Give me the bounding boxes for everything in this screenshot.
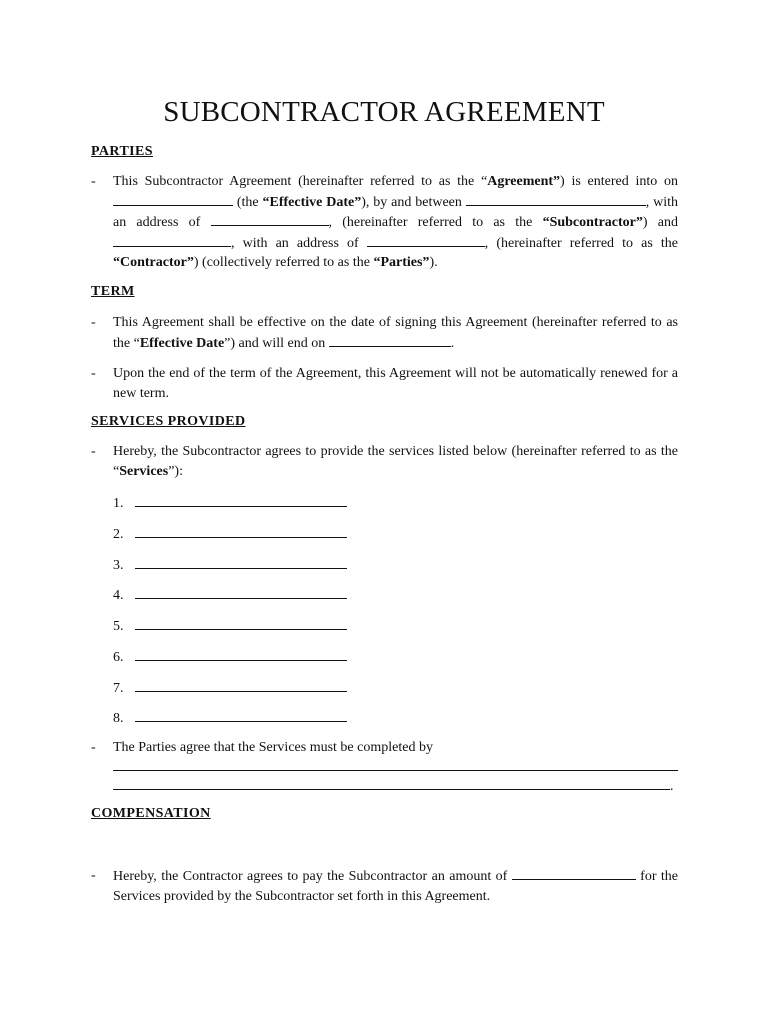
completion-date-blank-2[interactable] [113, 789, 670, 790]
service-item-4: 4. [113, 585, 347, 605]
service-blank-2[interactable] [135, 524, 347, 538]
compensation-paragraph [91, 866, 678, 906]
heading-term: TERM [91, 284, 135, 299]
bullet-dash: - [91, 174, 96, 189]
subcontractor-address-blank[interactable] [211, 212, 329, 226]
service-item-1: 1. [113, 493, 347, 513]
term-text-2: Upon the end of the term of the Agreement, this Agreement will not be automatically renewed for a new term. [113, 366, 678, 401]
service-item-5: 5. [113, 616, 347, 636]
service-blank-1[interactable] [135, 493, 347, 507]
service-blank-3[interactable] [135, 555, 347, 569]
bullet-dash: - [91, 315, 96, 330]
service-blank-4[interactable] [135, 585, 347, 599]
compensation-text: Hereby, the Contractor agrees to pay the Subcontractor an amount of for the Services provided by the Subcontractor set forth in this Agreement. [113, 866, 678, 906]
services-text-2: The Parties agree that the Services must be completed by [113, 740, 433, 755]
service-item-6: 6. [113, 647, 347, 667]
term-paragraph-1 [91, 313, 678, 353]
services-paragraph-1 [91, 442, 678, 481]
term-text-1: This Agreement shall be effective on the date of signing this Agreement (hereinafter referred to as the “Effective Date”) and will end on . [113, 315, 678, 351]
bullet-dash: - [91, 868, 96, 883]
heading-parties: PARTIES [91, 144, 153, 159]
service-item-2: 2. [113, 524, 347, 544]
service-item-7: 7. [113, 678, 347, 698]
heading-compensation: COMPENSATION [91, 806, 211, 821]
end-date-blank[interactable] [329, 333, 451, 347]
parties-text: This Subcontractor Agreement (hereinafter referred to as the “Agreement”) is entered into on (the “Effective Date”), by and between , with an address of , (hereinafter referred to as the “Subcontractor”) and , with an address of , (hereinafter referred to as the “Contractor”) (collectively referred to as the “Parties”). [113, 174, 679, 270]
service-blank-8[interactable] [135, 708, 347, 722]
compensation-amount-blank[interactable] [512, 866, 636, 880]
term-paragraph-2 [91, 364, 678, 403]
document-title: SUBCONTRACTOR AGREEMENT [163, 96, 605, 128]
parties-paragraph [91, 172, 678, 273]
bullet-dash: - [91, 444, 96, 459]
services-paragraph-2 [91, 738, 678, 758]
subcontractor-name-blank[interactable] [466, 192, 646, 206]
service-blank-6[interactable] [135, 647, 347, 661]
service-item-3: 3. [113, 555, 347, 575]
bullet-dash: - [91, 740, 96, 755]
bullet-dash: - [91, 366, 96, 381]
completion-period: . [670, 779, 674, 794]
service-blank-5[interactable] [135, 616, 347, 630]
heading-services: SERVICES PROVIDED [91, 414, 246, 429]
effective-date-blank[interactable] [113, 192, 233, 206]
contractor-name-blank[interactable] [113, 233, 231, 247]
completion-date-blank-1[interactable] [113, 770, 678, 771]
service-blank-7[interactable] [135, 678, 347, 692]
service-item-8: 8. [113, 708, 347, 728]
services-text-1: Hereby, the Subcontractor agrees to provide the services listed below (hereinafter referred to as the “Services”): [113, 444, 678, 479]
contractor-address-blank[interactable] [367, 233, 485, 247]
